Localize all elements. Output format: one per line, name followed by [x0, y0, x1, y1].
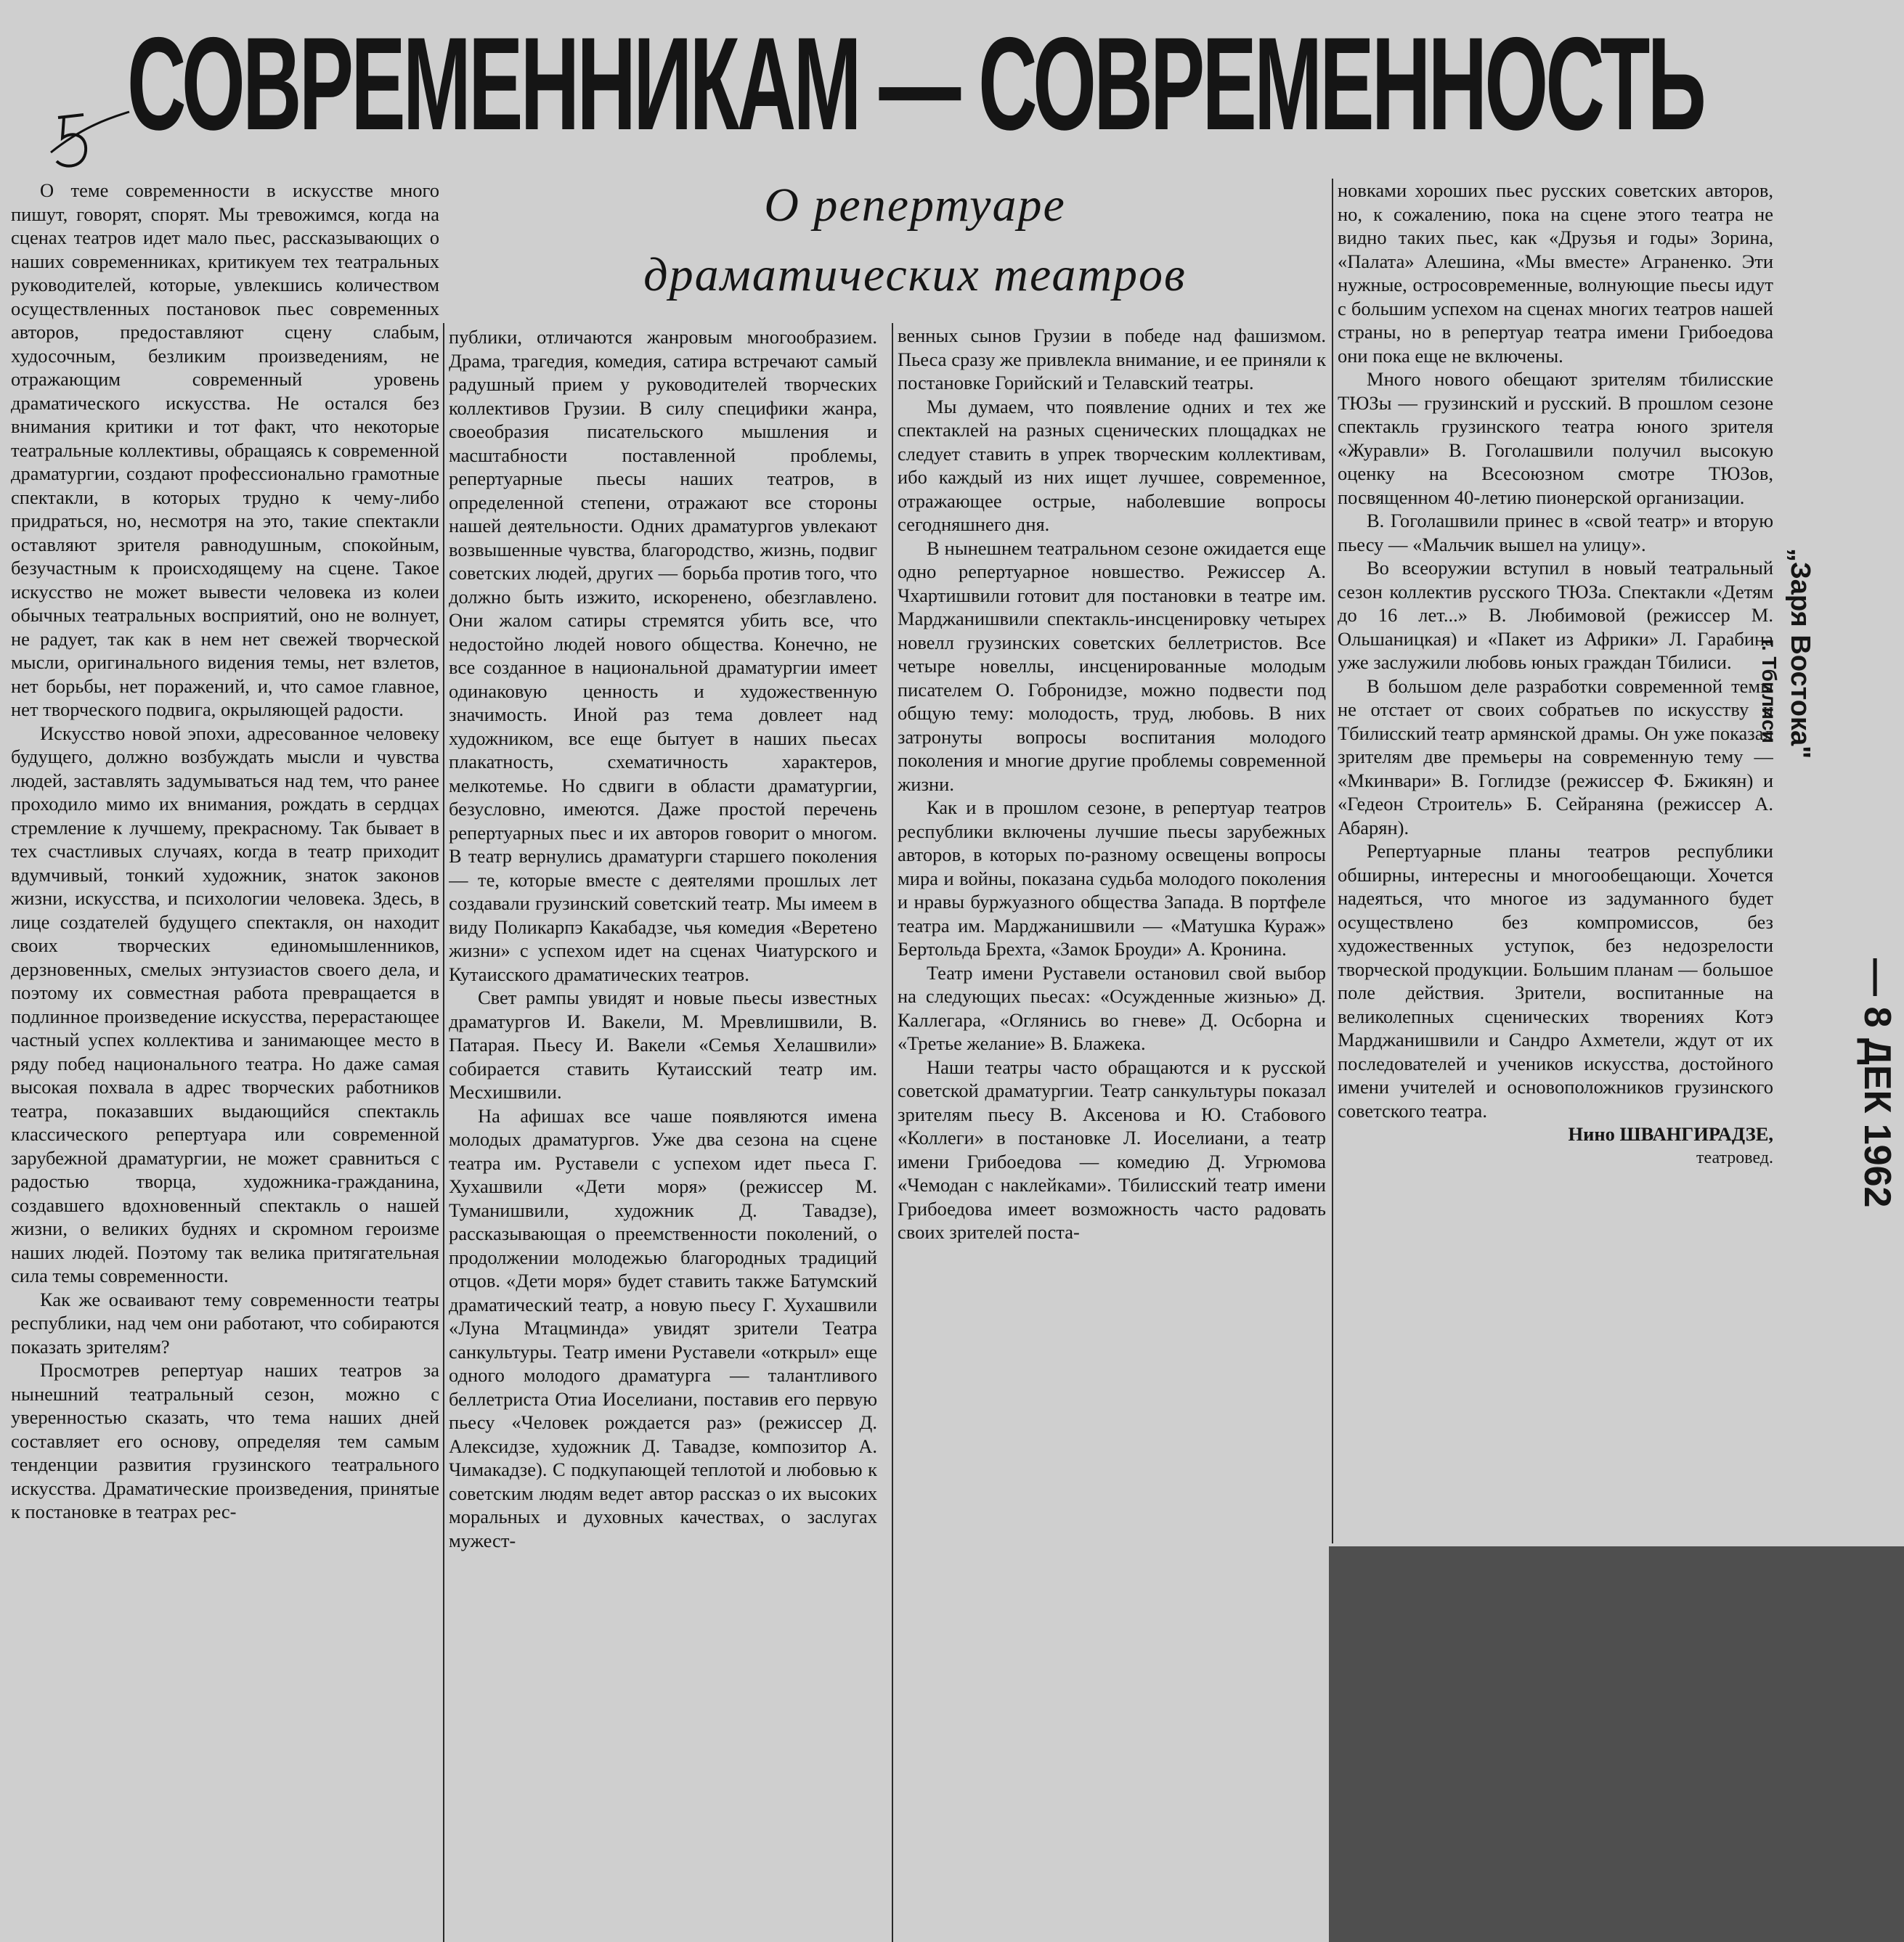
paragraph: В большом деле разработки современной темы не отстает от своих собратьев по искусству и Тбилисский театр армянской драмы. Он уже показал зрителям две премьеры на современную тему — «Мкинвари» В. Гоглидзе (режиссер Ф. Бжикян) и «Гедеон Строитель» Б. Сейраняна (режиссер А. Абарян).: [1338, 674, 1773, 839]
newspaper-stamp: „Заря Востока": [1785, 548, 1815, 759]
paragraph: Театр имени Руставели остановил свой выбор на следующих пьесах: «Осужденные жизнью» Д. Каллегара, «Оглянись во гневе» Д. Осборна и «Третье желание» В. Блажека.: [898, 961, 1326, 1054]
paragraph: Свет рампы увидят и новые пьесы известных драматургов И. Вакели, М. Мревлишвили, В. Патарая. Пьесу И. Вакели «Семья Хелашвили» собирается ставить Кутаисский театр им. Месхишвили.: [449, 987, 877, 1103]
paragraph: Много нового обещают зрителям тбилисские ТЮЗы — грузинский и русский. В прошлом сезоне спектакль грузинского театра юного зрителя «Журавли» В. Гоголашвили получил высокую оценку на Всесоюзном смотре ТЮЗов, посвященном 40-летию пионерской организации.: [1338, 368, 1773, 508]
paragraph: В. Гоголашвили принес в «свой театр» и вторую пьесу — «Мальчик вышел на улицу».: [1338, 510, 1773, 555]
article-column-3: [898, 324, 1326, 1941]
author-role: театровед.: [1696, 1148, 1773, 1167]
city-stamp: г. Тбилиси: [1758, 639, 1781, 743]
paragraph: новками хороших пьес русских советских авторов, но, к сожалению, пока на сцене этого театра не видно таких пьес, как «Друзья и годы» Зорина, «Палата» Алешина, «Мы вместе» Аграненко. Эти нужные, остросовременные, волнующие пьесы идут с большим успехом на сценах многих театров нашей страны, но в репертуар театра имени Грибоедова они пока еще не включены.: [1338, 179, 1773, 367]
headline: СОВРЕМЕННИКАМ — СОВРЕМЕННОСТЬ: [127, 9, 1704, 158]
column-rule-2: [892, 323, 893, 1942]
paragraph: Репертуарные планы театров республики обширны, интересны и многообещающи. Хочется надеяться, что многое из задуманного будет осуществлено без компромиссов, без художественных уступок, без недозрелости творческой продукции. Большим планам — большое поле действия. Зрители, воспитанные на великолепных сценических творениях Котэ Марджанишвили и Сандро Ахметели, ждут от их последователей и учеников искусства, достойного имени учителей и основоположников грузинского советского театра.: [1338, 840, 1773, 1122]
column-rule-1: [443, 323, 444, 1942]
column-rule-3: [1332, 179, 1333, 1543]
date-stamp: — 8 ДЕК 1962: [1856, 958, 1898, 1208]
paragraph: О теме современности в искусстве много пишут, говорят, спорят. Мы тревожимся, когда на сценах театров идет мало пьес, рассказывающих о наших современниках, критикуем тех театральных руководителей, которые, увлекшись количеством осуществленных постановок пьес современных авторов, предоставляют сцену слабым, худосочным, безликим произведениям, не отражающим современный уровень драматического искусства. Не остался без внимания критики и тот факт, что некоторые театральные коллективы, обращаясь к современной драматургии, создают профессионально грамотные спектакли, в которых трудно к чему-либо придраться, но, несмотря на это, такие спектакли оставляют зрителя равнодушным, спокойным, безучастным к происходящему на сцене. Такое искусство не может вывести человека из колеи обычных театральных восприятий, оно не волнует, не радует, так как в нем нет свежей творческой мысли, оригинального видения темы, нет взлетов, нет борьбы, нет поражений, и, что самое главное, нет творческого подвига, окрыляющей радости.: [11, 179, 439, 720]
subhead-line2: драматических театров: [643, 248, 1187, 301]
paragraph: Просмотрев репертуар наших театров за нынешний театральный сезон, можно с уверенностью сказать, что тема наших дней составляет его основу, определяя тем самым тенденции развития грузинского театрального искусства. Драматические произведения, принятые к постановке в театрах рес-: [11, 1359, 439, 1522]
paragraph: На афишах все чаше появляются имена молодых драматургов. Уже два сезона на сцене театра им. Руставели с успехом идет пьеса Г. Хухашвили «Дети моря» (режиссер М. Туманишвили, художник Д. Тавадзе), рассказывающая о преемственности поколений, о продолжении молодежью благородных традиций отцов. «Дети моря» будет ставить также Батумский драматический театр, а новую пьесу Г. Хухашвили «Луна Мтацминда» увидят зрители Театра санкультуры. Театр имени Руставели «открыл» еще одного молодого драматурга — талантливого беллетриста Отиа Иоселиани, поставив его первую пьесу «Человек рождается раз» (режиссер Д. Алексидзе, художник Д. Тавадзе, композитор А. Чимакадзе). С подкупающей теплотой и любовью к советским людям ведет автор рассказ о их высоких моральных и духовных качествах, о заслугах мужест-: [449, 1104, 877, 1551]
paragraph: В нынешнем театральном сезоне ожидается еще одно репертуарное новшество. Режиссер А. Чхартишвили готовит для постановки в театре им. Марджанишвили спектакль-инсценировку четырех новелл грузинских советских беллетристов. Все четыре новеллы, инсценированные молодым писателем О. Гобронидзе, можно подвести под общую тему: молодость, труд, любовь. В них затронуты вопросы воспитания молодого поколения и многие другие проблемы современной жизни.: [898, 537, 1326, 795]
paragraph: Как и в прошлом сезоне, в репертуар театров республики включены лучшие пьесы зарубежных авторов, в которых по-разному освещены вопросы мира и войны, показана судьба молодого поколения и нравы буржуазного общества Запада. В портфеле театра им. Марджанишвили — «Матушка Кураж» Бертольда Брехта, «Замок Броуди» А. Кронина.: [898, 796, 1326, 960]
subhead: [566, 171, 1264, 310]
paragraph: венных сынов Грузии в победе над фашизмом. Пьеса сразу же привлекла внимание, и ее приняли к постановке Горийский и Телавский театры.: [898, 325, 1326, 393]
subhead-line1: О репертуаре: [764, 179, 1066, 232]
handwritten-mark: [44, 109, 131, 189]
author-signature: Нино ШВАНГИРАДЗЕ,: [1568, 1123, 1773, 1145]
paragraph: Как же осваивают тему современности театры республики, над чем они работают, что собираются показать зрителям?: [11, 1288, 439, 1358]
paragraph: Наши театры часто обращаются и к русской советской драматургии. Театр санкультуры показал зрителям пьесу В. Аксенова и Ю. Стабового «Коллеги» в постановке Л. Иоселиани, а театр имени Грибоедова — комедию Д. Угрюмова «Чемодан с наклейками». Тбилисский театр имени Грибоедова имеет возможность часто радовать своих зрителей поста-: [898, 1056, 1326, 1243]
paragraph: Искусство новой эпохи, адресованное человеку будущего, должно возбуждать мысли и чувства людей, заставлять задумываться над тем, что ранее проходило мимо их внимания, рождать в сердцах стремление к лучшему, прекрасному. Так бывает в тех счастливых случаях, когда в театр приходит вдумчивый, тонкий художник, знаток законов жизни, искусства, и психологии человека. Здесь, в лице создателей будущего спектакля, он находит своих творческих единомышленников, дерзновенных, смелых энтузиастов своего дела, и поэтому их совместная работа превращается в подлинное произведение искусства, перерастающее частный успех коллектива и занимающее место в ряду побед национального театра. Но даже самая высокая похвала в адрес творческих работников театра, показавших выдающийся спектакль классического репертуара или современной зарубежной драматургии, не может сравниться с радостью творца, художника-гражданина, создавшего вдохновенный спектакль о нашей жизни, о великих буднях и скромном героизме наших людей. Поэтому так велика притягательная сила темы современности.: [11, 722, 439, 1286]
article-column-2: [449, 325, 877, 1941]
paragraph: Во всеоружии вступил в новый театральный сезон коллектив русского ТЮЗа. Спектакли «Детям до 16 лет...» В. Любимовой (режиссер М. Ольшаницкая) и «Пакет из Африки» Л. Гарабина уже заслужили любовь юных граждан Тбилиси.: [1338, 557, 1773, 673]
paragraph: Мы думаем, что появление одних и тех же спектаклей на разных сценических площадках не следует ставить в упрек творческим коллективам, ибо каждый из них ищет лучшее, современное, отражающее острые, наболевшие вопросы сегодняшнего дня.: [898, 395, 1326, 535]
article-column-1: [11, 179, 439, 1939]
article-column-4: [1338, 179, 1773, 1536]
paragraph: публики, отличаются жанровым многообразием. Драма, трагедия, комедия, сатира встречают самый радушный прием у руководителей творческих коллективов Грузии. В силу специфики жанра, своеобразия писательского мышления и масштабности поставленной проблемы, репертуарные пьесы наших театров, в определенной степени, отражают все стороны нашей деятельности. Одних драматургов увлекают возвышенные чувства, благородство, жизнь, подвиг советских людей, других — борьба против того, что должно быть изжито, искоренено, обезглавлено. Они жалом сатиры стремятся убить все, что недостойно людей нового общества. Конечно, не все созданное в национальной драматургии имеет одинаковую ценность и художественную значимость. Иной раз тема довлеет над художником, все еще бытует в наших пьесах плакатность, схематичность характеров, мелкотемье. Но сдвиги в области драматургии, безусловно, имеются. Даже простой перечень репертуарных пьес и их авторов говорит о многом. В театр вернулись драматурги старшего поколения — те, которые вместе с деятелями прошлых лет создавали грузинский советский театр. Мы имеем в виду Поликарпэ Какабадзе, чья комедия «Веретено жизни» с успехом идет на сценах Чиатурского и Кутаисского драматических театров.: [449, 326, 877, 985]
